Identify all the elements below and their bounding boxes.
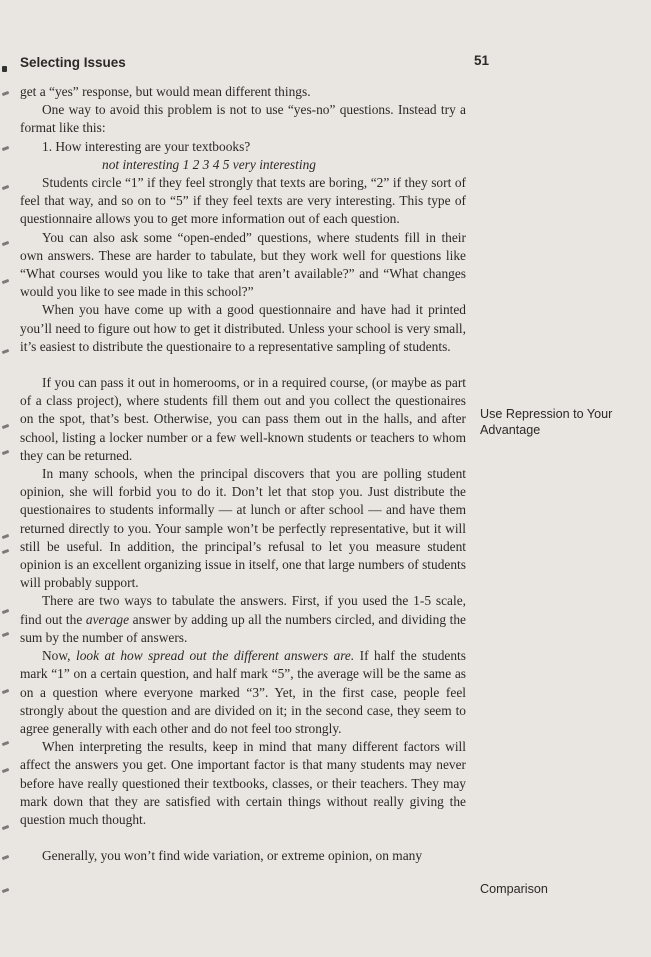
paragraph: One way to avoid this problem is not to use “yes-no” questions. Instead try a format like this: [20, 102, 466, 136]
emphasis: average [85, 611, 130, 627]
text-run: Now, [42, 648, 76, 664]
margin-scan-mark [2, 146, 10, 151]
paragraph: In many schools, when the principal discovers that you are polling student opinion, she will forbid you to do it. Don’t let that stop you. Just distribute the questionaires to students informally — at lunch or after school — and have them returned directly to you. Your sample won’t be perfectly representative, but it will still be useful. In addition, the principal’s refusal to let you measure student opinion is an excellent organizing issue in itself, one that large numbers of students will probably support. [20, 466, 466, 591]
margin-scan-mark [2, 549, 10, 554]
margin-scan-mark [2, 888, 10, 893]
paragraph: When interpreting the results, keep in mind that many different factors will affect the answers you get. One important factor is that many students may never before have really questioned their textbooks, classes, or their teachers. They may mark down that they are satisfied with certain things without really giving the question much thought. [20, 739, 466, 827]
margin-scan-mark [2, 241, 10, 246]
text-run: If half the students mark “1” on a certain question, and half mark “5”, the average will be the same as on a question where everyone marked “3”. Yet, in the first case, people feel strongly about the question and are divided on it; in the second case, they seem to agree generally with each other and do not feel too strongly. [20, 648, 466, 736]
paragraph: You can also ask some “open-ended” questions, where students fill in their own answers. These are harder to tabulate, but they work well for questions like “What courses would you like to take that aren’t available?” and “What changes would you like to see made in this school?” [20, 229, 466, 300]
margin-note-comparison: Comparison [480, 882, 548, 896]
paragraph: Students circle “1” if they feel strongly that texts are boring, “2” if they sort of feel that way, and so on to “5” if they feel texts are very interesting. This type of questionnaire allows you to get more information out of each question. [20, 175, 466, 227]
margin-scan-mark [2, 450, 10, 455]
body-text [20, 83, 466, 865]
margin-scan-mark [2, 855, 10, 860]
paragraph-comparison: Generally, you won’t find wide variation, or extreme opinion, on many [42, 848, 423, 864]
margin-scan-mark [2, 424, 10, 429]
margin-scan-mark [2, 609, 10, 614]
margin-scan-mark [2, 349, 10, 354]
paragraph-continuation: get a “yes” response, but would mean different things. [20, 84, 311, 99]
rating-scale: not interesting 1 2 3 4 5 very interesting [102, 156, 316, 172]
margin-scan-mark [2, 185, 10, 190]
margin-scan-mark [2, 534, 10, 539]
paragraph: When you have come up with a good questionnaire and have had it printed you’ll need to figure out how to get it distributed. Unless your school is very small, it’s easiest to distribute the questionaire to a representative sampling of students. [20, 302, 466, 354]
paragraph-distribution: If you can pass it out in homerooms, or in a required course, (or maybe as part of a class project), where students fill them out and you collect the questionaires on the spot, that’s best. Otherwise, you can pass them out in the halls, and after school, listing a locker number or a few well-known students or teachers to whom they can be returned. [20, 375, 466, 463]
page-number: 51 [474, 53, 490, 68]
margin-note-repression: Use Repression to Your Advantage [480, 407, 613, 437]
emphasis: look at how spread out the different answers are. [75, 648, 355, 664]
text-run: There are two ways to tabulate the answers. First, if you used the 1-5 scale, find out the [20, 593, 466, 627]
margin-scan-mark [2, 632, 10, 637]
sample-question: 1. How interesting are your textbooks? [42, 138, 251, 154]
margin-scan-mark [2, 91, 10, 96]
text-run: answer by adding up all the numbers circled, and dividing the sum by the number of answers. [20, 611, 466, 645]
margin-scan-mark [2, 689, 10, 694]
margin-scan-mark [2, 825, 10, 830]
margin-scan-mark [2, 768, 10, 773]
margin-scan-mark [2, 741, 10, 746]
running-header-title: Selecting Issues [20, 55, 126, 70]
margin-bullet-mark [2, 66, 7, 72]
margin-scan-mark [2, 279, 10, 284]
paragraph-tabulate [20, 592, 466, 647]
paragraph-spread [20, 647, 466, 738]
